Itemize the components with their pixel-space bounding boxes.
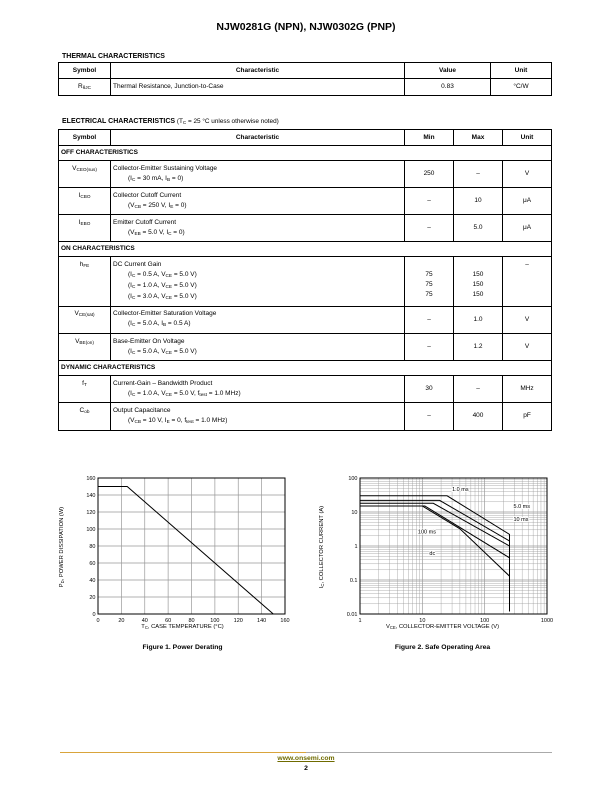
svg-text:1.0 ms: 1.0 ms	[452, 486, 469, 493]
min-cell: 30	[405, 376, 454, 403]
svg-text:80: 80	[89, 544, 96, 550]
svg-text:dc: dc	[429, 550, 436, 557]
section-row-on	[59, 242, 552, 257]
figure-2	[312, 472, 562, 672]
col-header-symbol: Symbol	[59, 63, 111, 79]
figure1-caption: Figure 1. Power Derating	[142, 644, 223, 651]
thermal-table	[58, 62, 552, 96]
section-row-off	[59, 146, 552, 161]
min-cell: 250	[405, 161, 454, 188]
figure1-y-axis-label: $P_D$, POWER DISSIPATION (W)	[58, 506, 66, 588]
svg-text:40: 40	[89, 578, 96, 584]
characteristic-cell	[111, 257, 405, 306]
electrical-heading-conditions: ($T_C = 25$ °C unless otherwise noted)	[175, 118, 279, 126]
svg-text:0: 0	[92, 612, 96, 618]
symbol-cell: $f_T$	[59, 376, 111, 403]
unit-cell: V	[503, 306, 552, 333]
max-cell: 5.0	[454, 215, 503, 242]
svg-text:100: 100	[480, 618, 490, 624]
unit-cell: pF	[503, 403, 552, 430]
symbol-cell: $R_{\theta JC}$	[59, 79, 111, 96]
svg-text:100: 100	[210, 618, 220, 624]
max-cell: –	[454, 376, 503, 403]
svg-text:140: 140	[257, 618, 267, 624]
min-cell: –	[405, 334, 454, 361]
characteristic-name: Collector Cutoff Current	[113, 191, 182, 199]
test-condition: ($I_C = 5.0$ A, $V_{CE} = 5.0$ V)	[128, 347, 197, 355]
svg-text:120: 120	[86, 510, 96, 516]
symbol-cell: $V_{CEO(sus)}$	[59, 161, 111, 188]
max-cell: 10	[454, 188, 503, 215]
test-condition: ($V_{CB} = 10$ V, $I_E = 0$, $f_{test} = 1.0$ MHz)	[128, 416, 228, 425]
page-title: NJW0281G (NPN), NJW0302G (PNP)	[216, 21, 396, 33]
onsemi-link[interactable]: www.onsemi.com	[277, 755, 335, 762]
section-label: DYNAMIC CHARACTERISTICS	[59, 361, 552, 376]
characteristic-name: Current-Gain – Bandwidth Product	[113, 379, 213, 387]
col-header-min: Min	[405, 130, 454, 146]
electrical-heading-bold: ELECTRICAL CHARACTERISTICS	[62, 118, 176, 125]
min-cell: –	[405, 306, 454, 333]
characteristic-cell	[111, 161, 405, 188]
col-header-symbol: Symbol	[59, 130, 111, 146]
characteristic-name: DC Current Gain	[113, 260, 162, 268]
section-label: ON CHARACTERISTICS	[59, 242, 552, 257]
test-condition: ($I_C = 1.0$ A, $V_{CE} = 5.0$ V)	[128, 282, 197, 290]
characteristic-cell	[111, 188, 405, 215]
col-header-unit: Unit	[491, 63, 552, 79]
value-cell: 0.83	[405, 79, 491, 96]
svg-text:10: 10	[351, 510, 358, 516]
characteristic-cell	[111, 376, 405, 403]
col-header-characteristic: Characteristic	[111, 63, 405, 79]
test-condition: ($V_{EB} = 5.0$ V, $I_C = 0$)	[128, 228, 185, 236]
section-label: OFF CHARACTERISTICS	[59, 146, 552, 161]
min-cell: 75 75 75	[405, 257, 454, 306]
svg-text:60: 60	[89, 561, 96, 567]
table-row	[59, 376, 552, 403]
power-derating-chart	[70, 472, 295, 632]
symbol-cell: $C_{ob}$	[59, 403, 111, 430]
table-row	[59, 161, 552, 188]
svg-text:100: 100	[86, 527, 96, 533]
test-condition: ($I_C = 0.5$ A, $V_{CE} = 5.0$ V)	[128, 270, 197, 279]
characteristic-name: Collector-Emitter Sustaining Voltage	[113, 164, 218, 172]
svg-text:80: 80	[188, 618, 195, 624]
unit-cell: V	[503, 334, 552, 361]
electrical-header-row	[59, 130, 552, 146]
characteristic-name: Emitter Cutoff Current	[113, 218, 177, 226]
max-cell: 150 150 150	[454, 257, 503, 306]
svg-text:60: 60	[165, 618, 172, 624]
electrical-table	[58, 129, 552, 431]
characteristic-name: Base-Emitter On Voltage	[113, 337, 185, 345]
svg-text:20: 20	[118, 618, 125, 624]
max-cell: 400	[454, 403, 503, 430]
test-condition: ($I_C = 5.0$ A, $I_B = 0.5$ A)	[128, 320, 191, 328]
table-row	[59, 215, 552, 242]
unit-cell: –	[503, 257, 552, 306]
svg-text:100 ms: 100 ms	[417, 529, 436, 536]
unit-cell: °C/W	[491, 79, 552, 96]
table-row	[59, 334, 552, 361]
svg-text:160: 160	[280, 618, 290, 624]
min-cell: –	[405, 403, 454, 430]
test-condition: ($V_{CB} = 250$ V, $I_E = 0$)	[128, 201, 187, 209]
table-row	[59, 403, 552, 430]
table-row	[59, 79, 552, 96]
svg-text:140: 140	[86, 493, 96, 499]
electrical-heading	[62, 118, 279, 125]
unit-cell: MHz	[503, 376, 552, 403]
svg-text:0.01: 0.01	[346, 612, 358, 618]
soa-chart	[330, 472, 555, 632]
svg-text:5.0 ms: 5.0 ms	[513, 504, 531, 511]
col-header-value: Value	[405, 63, 491, 79]
symbol-cell: $V_{CE(sat)}$	[59, 306, 111, 333]
svg-text:100: 100	[348, 476, 358, 482]
characteristic-name: Output Capacitance	[113, 406, 171, 414]
figure1-x-axis-label: $T_C$, CASE TEMPERATURE (°C)	[141, 624, 224, 631]
svg-text:120: 120	[233, 618, 243, 624]
characteristic-cell	[111, 306, 405, 333]
test-condition: ($I_C = 1.0$ A, $V_{CE} = 5.0$ V, $f_{test} = 1.0$ MHz)	[128, 389, 241, 397]
table-row	[59, 188, 552, 215]
test-condition: ($I_C = 3.0$ A, $V_{CE} = 5.0$ V)	[128, 293, 197, 301]
characteristic-name: Collector-Emitter Saturation Voltage	[113, 310, 217, 318]
svg-text:1: 1	[358, 618, 362, 624]
unit-cell: μA	[503, 188, 552, 215]
symbol-cell: $V_{BE(on)}$	[59, 334, 111, 361]
svg-text:10 ms: 10 ms	[513, 516, 529, 523]
figure2-caption: Figure 2. Safe Operating Area	[394, 644, 491, 651]
symbol-cell: $I_{CBO}$	[59, 188, 111, 215]
characteristic-cell	[111, 215, 405, 242]
svg-text:1: 1	[354, 544, 358, 550]
test-condition: ($I_C = 30$ mA, $I_B = 0$)	[128, 174, 184, 182]
section-row-dynamic	[59, 361, 552, 376]
characteristic-cell	[111, 403, 405, 430]
min-cell: –	[405, 215, 454, 242]
max-cell: –	[454, 161, 503, 188]
figure-1	[52, 472, 302, 672]
svg-text:0: 0	[96, 618, 100, 624]
unit-cell: V	[503, 161, 552, 188]
svg-text:160: 160	[86, 476, 96, 482]
svg-text:1000: 1000	[540, 618, 554, 624]
col-header-max: Max	[454, 130, 503, 146]
svg-text:0.1: 0.1	[349, 578, 358, 584]
unit-cell: μA	[503, 215, 552, 242]
characteristic-cell: Thermal Resistance, Junction-to-Case	[111, 79, 405, 96]
svg-text:10: 10	[419, 618, 426, 624]
figure2-x-axis-label: $V_{CE}$, COLLECTOR-EMITTER VOLTAGE (V)	[385, 624, 500, 631]
col-header-unit: Unit	[503, 130, 552, 146]
max-cell: 1.0	[454, 306, 503, 333]
max-cell: 1.2	[454, 334, 503, 361]
table-row	[59, 257, 552, 306]
svg-text:40: 40	[141, 618, 148, 624]
min-cell: –	[405, 188, 454, 215]
figure2-y-axis-label: $I_C$, COLLECTOR CURRENT (A)	[318, 505, 326, 589]
footer-rule-accent	[60, 752, 306, 753]
symbol-cell: $I_{EBO}$	[59, 215, 111, 242]
characteristic-cell	[111, 334, 405, 361]
thermal-header-row	[59, 63, 552, 79]
thermal-heading: THERMAL CHARACTERISTICS	[62, 53, 165, 60]
table-row	[59, 306, 552, 333]
page-number: 2	[304, 765, 308, 772]
svg-text:20: 20	[89, 595, 96, 601]
symbol-cell: $h_{FE}$	[59, 257, 111, 306]
col-header-characteristic: Characteristic	[111, 130, 405, 146]
